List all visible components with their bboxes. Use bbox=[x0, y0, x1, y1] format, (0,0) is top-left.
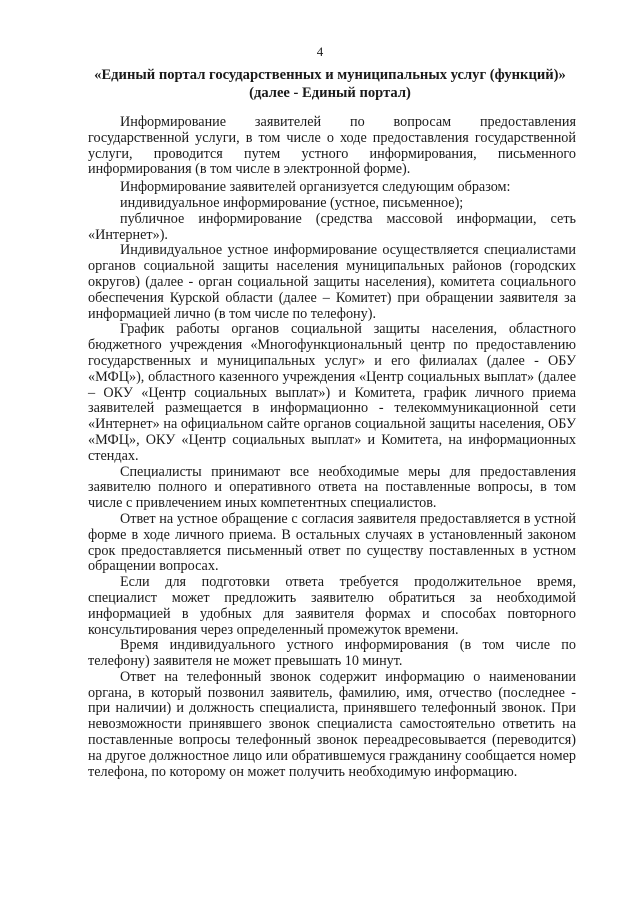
paragraph: Время индивидуального устного информирования (в том числе по телефону) заявителя не может превышать 10 минут. bbox=[88, 637, 576, 670]
paragraph: Информирование заявителей организуется следующим образом: bbox=[120, 179, 511, 196]
paragraph: График работы органов социальной защиты населения, областного бюджетного учреждения «Многофункциональный центр по предоставлению государственных и муниципальных услуг» и его филиалах (далее - ОБУ «МФЦ»), областного казенного учреждения «Центр социальных выплат» (далее – ОКУ «Центр социальных выплат») и Комитета, график личного приема заявителей размещается в информационно - телекоммуникационной сети «Интернет» на официальном сайте органов социальной защиты населения, ОБУ «МФЦ», ОКУ «Центр социальных выплат» и Комитета, на информационных стендах. bbox=[88, 321, 576, 464]
paragraph: Ответ на телефонный звонок содержит информацию о наименовании органа, в который позвонил заявитель, фамилию, имя, отчество (последнее - при наличии) и должность специалиста, принявшего телефонный звонок. При невозможности принявшего звонок специалиста самостоятельно ответить на поставленные вопросы телефонный звонок переадресовывается (переводится) на другое должностное лицо или обратившемуся гражданину сообщается номер телефона, по которому он может получить необходимую информацию. bbox=[88, 668, 576, 780]
paragraph: Специалисты принимают все необходимые меры для предоставления заявителю полного и оперативного ответа на поставленные вопросы, в том числе с привлечением иных компетентных специалистов. bbox=[88, 463, 576, 512]
paragraph: Информирование заявителей по вопросам предоставления государственной услуги, в том числе о ходе предоставления государственной услуги, проводится путем устного информирования, письменного информирования (в том числе в электронной форме). bbox=[88, 114, 576, 178]
paragraph: Ответ на устное обращение с согласия заявителя предоставляется в устной форме в ходе личного приема. В остальных случаях в установленный законом срок предоставляется письменный ответ по существу поставленных в устном обращении вопросах. bbox=[88, 510, 576, 575]
paragraph: индивидуальное информирование (устное, письменное); bbox=[120, 194, 464, 211]
page-number: 4 bbox=[316, 44, 324, 59]
paragraph: Если для подготовки ответа требуется продолжительное время, специалист может предложить заявителю обратиться за необходимой информацией в удобных для заявителя формах и способах повторного консультирования через определенный промежуток времени. bbox=[88, 574, 576, 638]
paragraph: Индивидуальное устное информирование осуществляется специалистами органов социальной защиты населения муниципальных районов (городских округов) (далее - орган социальной защиты населения), комитета социального обеспечения Курской области (далее – Комитет) при обращении заявителя за информацией лично (в том числе по телефону). bbox=[88, 242, 576, 322]
document-body bbox=[88, 115, 576, 780]
paragraph: публичное информирование (средства массовой информации, сеть «Интернет»). bbox=[88, 210, 576, 243]
section-title: «Единый портал государственных и муниципальных услуг (функций)» (далее - Единый портал) bbox=[94, 67, 566, 101]
